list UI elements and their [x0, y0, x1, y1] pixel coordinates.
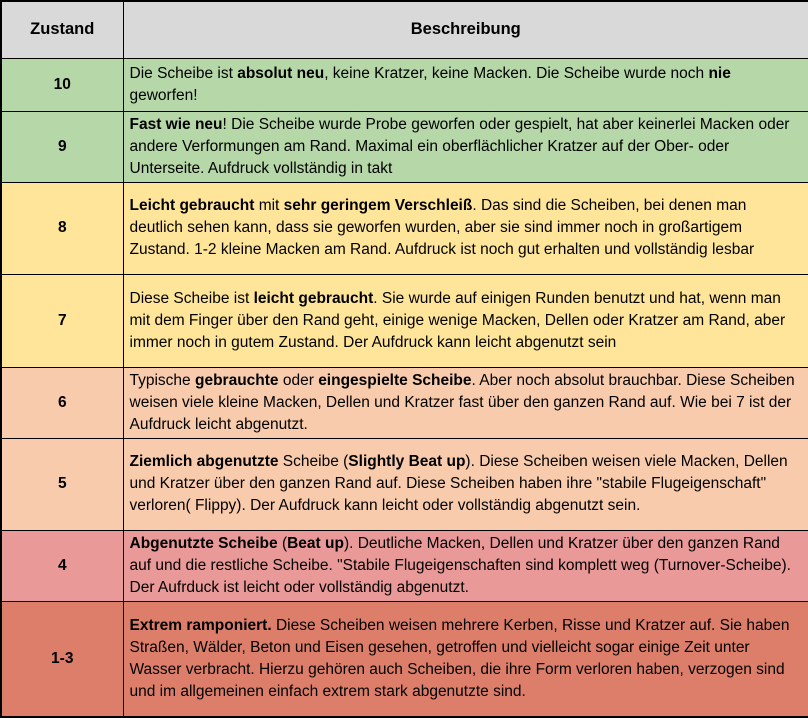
zustand-value: 4 [1, 530, 123, 601]
table-row-8 [1, 182, 808, 274]
zustand-value: 10 [1, 58, 123, 111]
table-row-10 [1, 58, 808, 111]
beschreibung-text: Diese Scheibe ist leicht gebraucht. Sie wurde auf einigen Runden benutzt und hat, wenn man mit dem Finger über den Rand geht, einige wenige Macken, Dellen oder Kratzer am Rand, aber immer noch in gutem Zustand. Der Aufdruck kann leicht abgenutzt sein [123, 274, 808, 367]
zustand-value: 6 [1, 367, 123, 438]
zustand-value: 7 [1, 274, 123, 367]
beschreibung-text: Typische gebrauchte oder eingespielte Scheibe. Aber noch absolut brauchbar. Diese Scheiben weisen viele kleine Macken, Dellen und Kratzer fast über den ganzen Rand auf. Wie bei 7 ist der Aufdruck leicht abgenutzt. [123, 367, 808, 438]
beschreibung-text: Abgenutzte Scheibe (Beat up). Deutliche Macken, Dellen und Kratzer über den ganzen Rand auf und die restliche Scheibe. "Stabile Flugeigenschaften sind komplett weg (Turnover-Scheibe). Der Aufrduck ist leicht oder vollständig abgenutzt. [123, 530, 808, 601]
zustand-value: 5 [1, 438, 123, 530]
beschreibung-text: Extrem ramponiert. Diese Scheiben weisen mehrere Kerben, Risse und Kratzer auf. Sie haben Straßen, Wälder, Beton und Eisen gesehen, getroffen und vielleicht sogar einige Zeit unter Wasser verbracht. Hierzu gehören auch Scheiben, die ihre Form verloren haben, verzogen sind und im allgemeinen einfach extrem stark abgenutzte sind. [123, 601, 808, 717]
table-row-9 [1, 111, 808, 182]
header-beschreibung: Beschreibung [123, 1, 808, 58]
zustand-value: 1-3 [1, 601, 123, 717]
beschreibung-text: Fast wie neu! Die Scheibe wurde Probe geworfen oder gespielt, hat aber keinerlei Macken oder andere Verformungen am Rand. Maximal ein oberflächlicher Kratzer auf der Ober- oder Unterseite. Aufdruck vollständig in takt [123, 111, 808, 182]
zustand-value: 9 [1, 111, 123, 182]
zustand-value: 8 [1, 182, 123, 274]
beschreibung-text: Leicht gebraucht mit sehr geringem Verschleiß. Das sind die Scheiben, bei denen man deutlich sehen kann, dass sie geworfen wurden, aber sie sind immer noch in großartigem Zustand. 1-2 kleine Macken am Rand. Aufdruck ist noch gut erhalten und vollständig lesbar [123, 182, 808, 274]
table-row-1-3 [1, 601, 808, 717]
beschreibung-text: Die Scheibe ist absolut neu, keine Kratzer, keine Macken. Die Scheibe wurde noch nie geworfen! [123, 58, 808, 111]
table-row-7 [1, 274, 808, 367]
beschreibung-text: Ziemlich abgenutzte Scheibe (Slightly Beat up). Diese Scheiben weisen viele Macken, Dellen und Kratzer über den ganzen Rand auf. Diese Scheiben haben ihre "stabile Flugeigenschaft" verloren( Flippy). Der Aufdruck kann leicht oder vollständig abgenutzt sein. [123, 438, 808, 530]
table-row-5 [1, 438, 808, 530]
header-zustand: Zustand [1, 1, 123, 58]
table-row-4 [1, 530, 808, 601]
header-row [1, 1, 808, 58]
table-row-6 [1, 367, 808, 438]
